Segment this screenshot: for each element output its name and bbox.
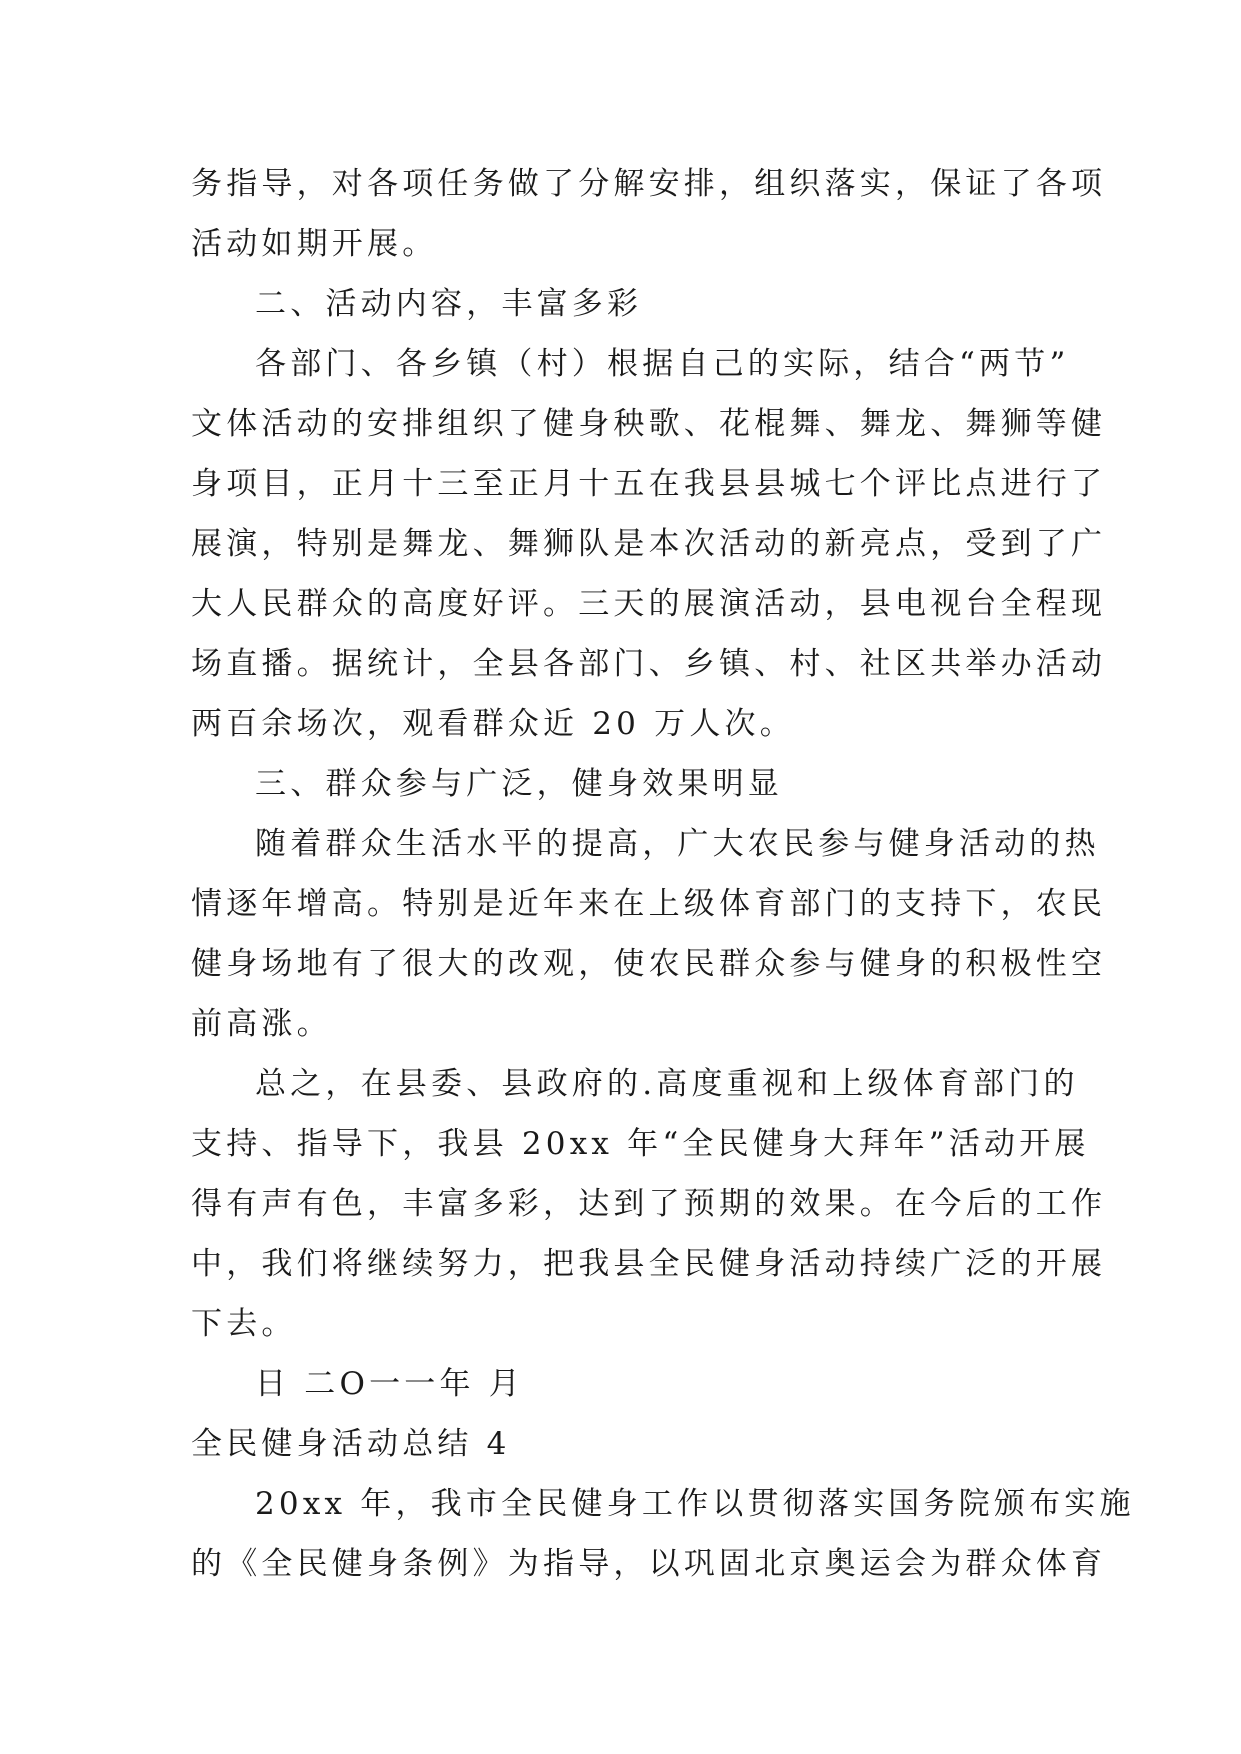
text-line: 前高涨。 [191,1006,332,1042]
text-line: 随着群众生活水平的提高，广大农民参与健身活动的热 [255,826,1100,862]
text-line: 情逐年增高。特别是近年来在上级体育部门的支持下，农民 [191,886,1107,922]
text-line: 20xx 年，我市全民健身工作以贯彻落实国务院颁布实施 [255,1486,1135,1522]
text-line: 二、活动内容，丰富多彩 [255,286,643,322]
text-line: 日 二O一一年 月 [255,1366,524,1402]
text-line: 下去。 [191,1306,297,1342]
text-line: 展演，特别是舞龙、舞狮队是本次活动的新亮点，受到了广 [191,526,1107,562]
text-line: 健身场地有了很大的改观，使农民群众参与健身的积极性空 [191,946,1107,982]
text-line: 中，我们将继续努力，把我县全民健身活动持续广泛的开展 [191,1246,1107,1282]
text-line: 两百余场次，观看群众近 20 万人次。 [191,706,795,742]
text-line: 全民健身活动总结 4 [191,1426,511,1462]
document-body [191,154,1135,1594]
text-line: 的《全民健身条例》为指导，以巩固北京奥运会为群众体育 [191,1546,1107,1582]
text-line: 身项目，正月十三至正月十五在我县县城七个评比点进行了 [191,466,1107,502]
text-line: 支持、指导下，我县 20xx 年“全民健身大拜年”活动开展 [191,1126,1090,1162]
text-line: 得有声有色，丰富多彩，达到了预期的效果。在今后的工作 [191,1186,1107,1222]
text-line: 务指导，对各项任务做了分解安排，组织落实，保证了各项 [191,166,1107,202]
text-line: 大人民群众的高度好评。三天的展演活动，县电视台全程现 [191,586,1107,622]
text-line: 总之，在县委、县政府的.高度重视和上级体育部门的 [255,1066,1079,1102]
text-line: 文体活动的安排组织了健身秧歌、花棍舞、舞龙、舞狮等健 [191,406,1107,442]
text-line: 三、群众参与广泛，健身效果明显 [255,766,783,802]
text-line: 场直播。据统计，全县各部门、乡镇、村、社区共举办活动 [191,646,1107,682]
text-line: 各部门、各乡镇（村）根据自己的实际，结合“两节” [255,346,1070,382]
text-line: 活动如期开展。 [191,226,438,262]
